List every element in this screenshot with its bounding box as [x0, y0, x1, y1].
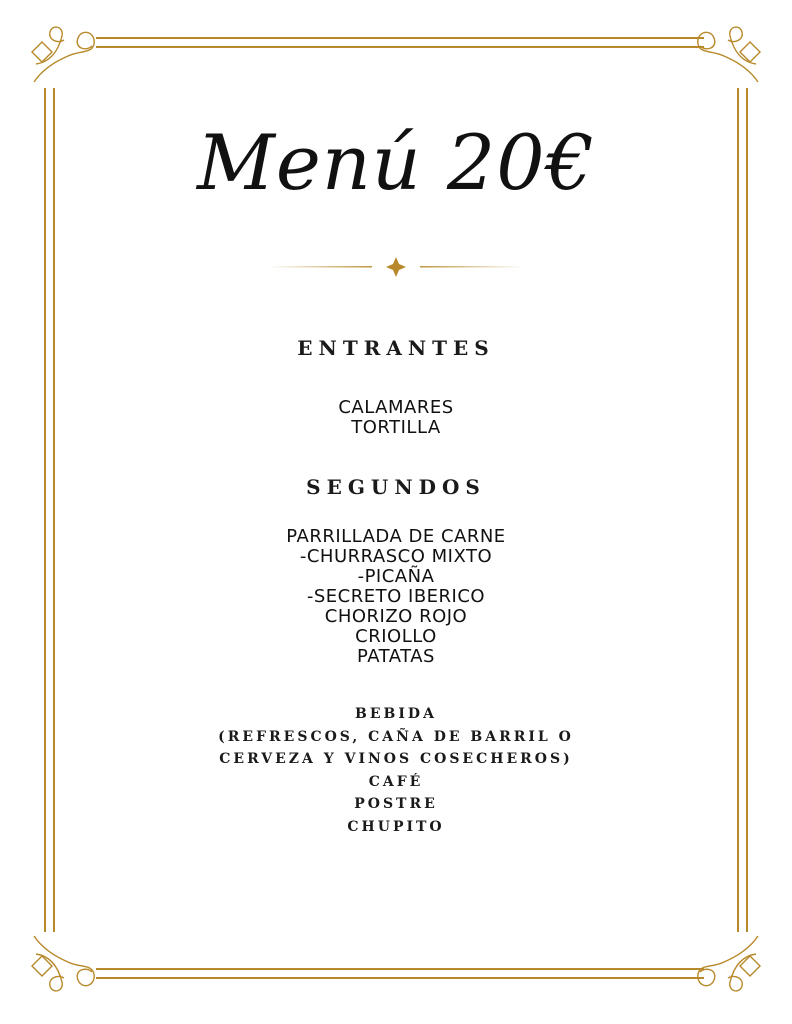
- list-item: PARRILLADA DE CARNE: [286, 526, 506, 547]
- list-item: -SECRETO IBERICO: [306, 586, 486, 607]
- menu-title: Menú 20€: [197, 118, 595, 207]
- list-item: -CHURRASCO MIXTO: [299, 546, 493, 567]
- section-heading-entrantes: ENTRANTES: [297, 336, 495, 360]
- list-item: CERVEZA Y VINOS COSECHEROS): [219, 751, 573, 767]
- list-item: TORTILLA: [351, 417, 441, 438]
- extras-list: [0, 703, 792, 838]
- star-divider-icon: [268, 256, 524, 278]
- list-item: CHUPITO: [347, 818, 445, 835]
- list-item: BEBIDA: [355, 706, 437, 722]
- list-item: CRIOLLO: [355, 626, 437, 647]
- list-item: CAFÉ: [368, 773, 424, 790]
- list-item: CALAMARES: [338, 397, 454, 418]
- list-item: -PICAÑA: [357, 566, 435, 587]
- list-item: PATATAS: [357, 646, 435, 667]
- list-item: POSTRE: [354, 796, 438, 812]
- entrantes-list: [0, 398, 792, 438]
- segundos-list: [0, 527, 792, 667]
- list-item: (REFRESCOS, CAÑA DE BARRIL O: [218, 728, 574, 745]
- section-heading-segundos: SEGUNDOS: [306, 475, 486, 499]
- list-item: CHORIZO ROJO: [324, 606, 468, 627]
